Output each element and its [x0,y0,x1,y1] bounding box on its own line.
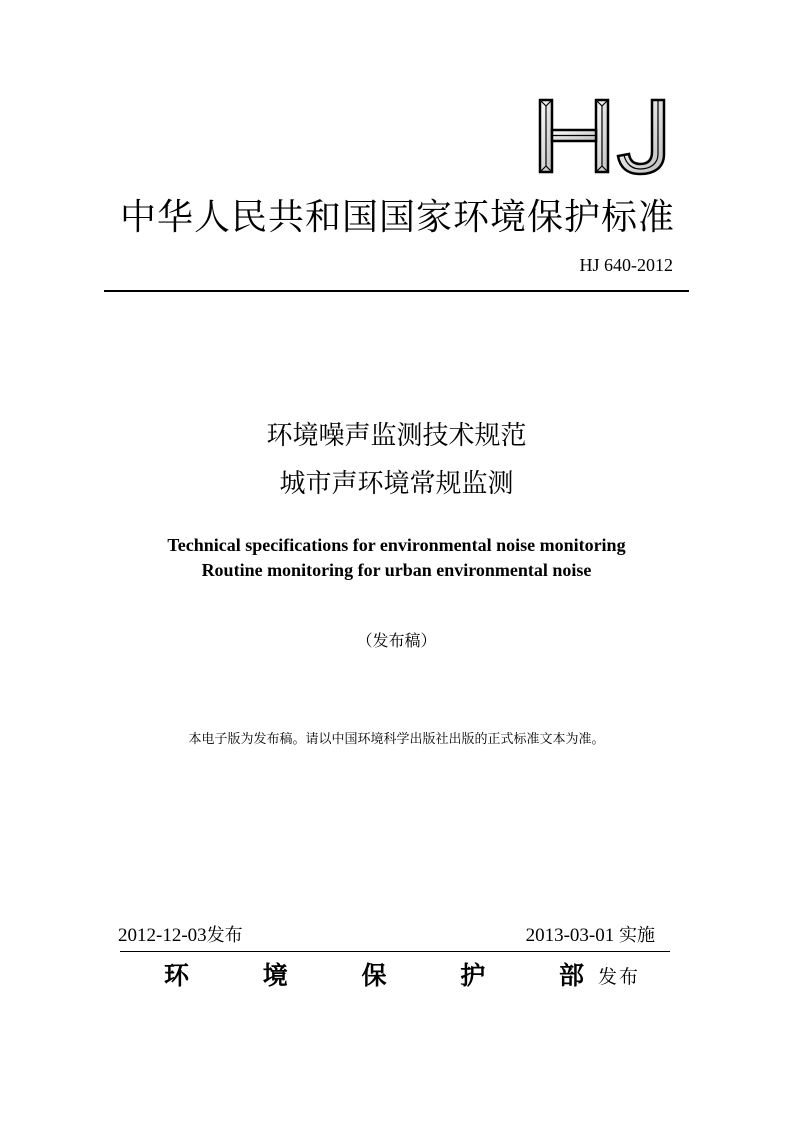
issue-label: 发布 [598,966,641,988]
effective-date: 2013-03-01 [525,925,615,946]
standard-organization-title: 中华人民共和国国家环境保护标准 [120,197,676,238]
effective-date-block [526,924,655,948]
electronic-version-note: 本电子版为发布稿。请以中国环境科学出版社出版的正式标准文本为准。 [188,732,605,747]
draft-note: （发布稿） [356,631,437,650]
issuer-char: 护 [460,961,486,990]
issuer-char: 部 [558,961,584,990]
header-divider [104,290,689,292]
issuer-char: 环 [164,961,190,990]
standard-code: HJ 640-2012 [579,255,673,275]
release-label: 发布 [206,925,243,946]
hj-logo-icon [536,96,672,176]
issuer-char: 保 [361,961,387,990]
release-date: 2012-12-03 [118,925,207,946]
issuer-char: 境 [262,961,288,990]
title-cn-line1: 环境噪声监测技术规范 [266,421,527,451]
effective-label: 实施 [619,925,655,946]
issuer-name [164,960,584,992]
title-cn-line2: 城市声环境常规监测 [279,469,514,499]
title-en-line1: Technical specifications for environmental noise monitoring [167,535,626,555]
footer-divider [120,951,670,952]
title-en-line2: Routine monitoring for urban environmental noise [201,560,592,580]
release-date-block [118,924,243,948]
